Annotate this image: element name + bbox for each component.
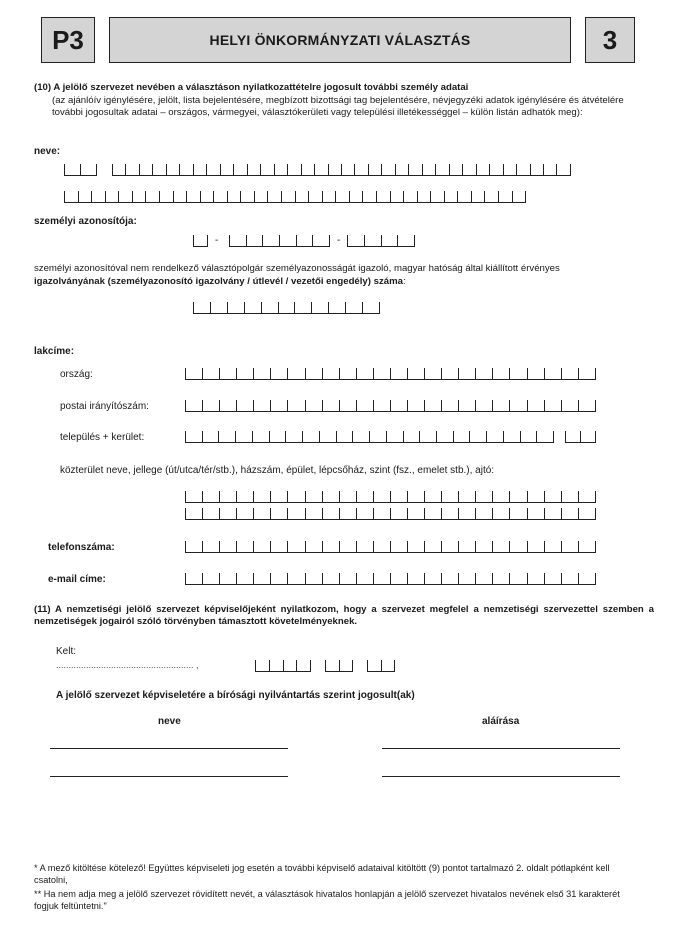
name-field-row1[interactable] [112, 164, 571, 176]
address-label: lakcíme: [34, 346, 75, 357]
form-title-box [109, 17, 571, 63]
date-month-field[interactable] [325, 660, 353, 672]
representative-signature-line-2[interactable] [382, 776, 620, 777]
date-day-field[interactable] [367, 660, 395, 672]
page-number: 3 [602, 24, 618, 55]
email-label: e-mail címe: [48, 574, 106, 585]
kelt-label: Kelt: [56, 646, 77, 657]
id-document-number-field[interactable] [193, 302, 380, 314]
email-field[interactable] [185, 573, 596, 585]
date-year-field[interactable] [255, 660, 311, 672]
representative-name-line-2[interactable] [50, 776, 288, 777]
page-number-box [585, 17, 635, 63]
kelt-place-dots[interactable]: ....................................................... , [56, 660, 199, 670]
id-dash-1: - [215, 235, 219, 246]
section10-note: (az ajánlóív igénylésére, jelölt, lista bejelentésére, megbízott bizottsági tag bejelentésére, névjegyzéki adatok igénylésére és átvételére további jogosultak adatai – országos, vármegyei, választókerületi vagy települési illetékességgel – külön listán adhatók meg): [52, 95, 624, 118]
no-id-line [34, 276, 654, 288]
personal-id-part1[interactable] [193, 235, 208, 247]
name-column-header: neve [158, 716, 181, 727]
settlement-field[interactable] [185, 431, 554, 443]
id-dash-2: - [337, 235, 341, 246]
form-code-box [41, 17, 95, 63]
name-field-row2[interactable] [64, 191, 526, 203]
no-id-colon: : [402, 276, 406, 287]
signature-column-header: aláírása [482, 716, 520, 727]
personal-id-part2[interactable] [229, 235, 330, 247]
postcode-field[interactable] [185, 400, 596, 412]
phone-label: telefonszáma: [48, 542, 115, 553]
personal-id-label: személyi azonosítója: [34, 216, 137, 227]
district-field[interactable] [565, 431, 596, 443]
representative-name-line-1[interactable] [50, 748, 288, 749]
name-prefix-field[interactable] [64, 164, 97, 176]
section11-statement: (11) A nemzetiségi jelölő szervezet képviselőjeként nyilatkozom, hogy a szervezet megfelel a nemzetiségi szervezettel szemben a nemzetiségek jogairól szóló törvényben támasztott követelményeknek. [34, 604, 654, 627]
settlement-label: település + kerület: [60, 432, 145, 443]
no-id-text: személyi azonosítóval nem rendelkező választópolgár személyazonosságát igazoló, magyar hatóság által kiállított érvényes [34, 263, 560, 274]
street-field-row2[interactable] [185, 508, 596, 520]
representative-signature-line-1[interactable] [382, 748, 620, 749]
street-label: közterület neve, jellege (út/utca/tér/stb.), házszám, épület, lépcsőház, szint (fsz., emelet stb.), ajtó: [60, 465, 495, 476]
country-field[interactable] [185, 368, 596, 380]
footnote-short-name: ** Ha nem adja meg a jelölő szervezet rövidített nevét, a választások hivatalos honlapján a jelölő szervezet hivatalos nevének első 31 karakterét fogjuk feltüntetni." [34, 889, 620, 911]
footnote-mandatory: * A mező kitöltése kötelező! Együttes képviseleti jog esetén a további képviselő adataival kitöltött (9) pontot tartalmazó 2. oldalt pótlapként kell csatolni, [34, 863, 610, 885]
street-field-row1[interactable] [185, 491, 596, 503]
form-code: P3 [52, 24, 84, 55]
name-label: neve: [34, 146, 61, 157]
no-id-bold-text: igazolványának (személyazonosító igazolvány / útlevél / vezetői engedély) száma [34, 276, 403, 287]
country-label: ország: [60, 369, 93, 380]
phone-field[interactable] [185, 541, 596, 553]
section10-title: (10) A jelölő szervezet nevében a választáson nyilatkozattételre jogosult további személy adatai [34, 82, 469, 93]
personal-id-part3[interactable] [347, 235, 415, 247]
form-title: HELYI ÖNKORMÁNYZATI VÁLASZTÁS [209, 32, 471, 48]
representative-title: A jelölő szervezet képviseletére a bírósági nyilvántartás szerint jogosult(ak) [56, 690, 415, 701]
postcode-label: postai irányítószám: [60, 401, 149, 412]
